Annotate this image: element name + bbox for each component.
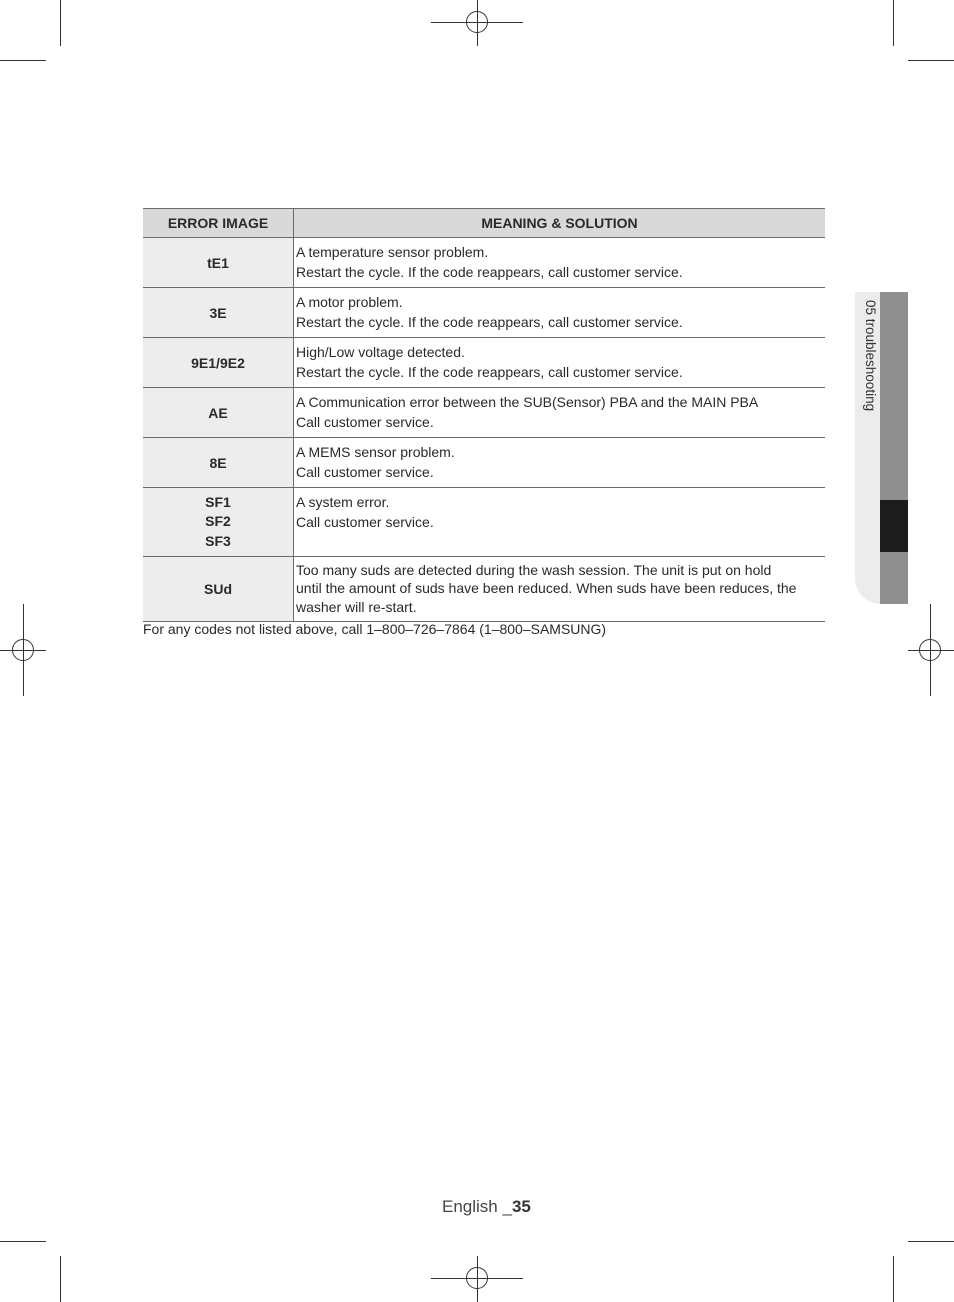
solution-text: Restart the cycle. If the code reappears, call customer service. — [296, 364, 683, 380]
meaning-cell — [294, 238, 826, 288]
error-code: SF2 — [205, 513, 231, 530]
registration-circle — [919, 639, 941, 661]
header-error-image: ERROR IMAGE — [143, 209, 294, 238]
error-code: AE — [208, 404, 228, 421]
table-row — [143, 288, 825, 338]
solution-text: Call customer service. — [296, 414, 434, 430]
error-code: tE1 — [207, 254, 229, 271]
crop-mark — [60, 1256, 61, 1302]
meaning-text: A temperature sensor problem. — [296, 244, 489, 260]
meaning-text: Too many suds are detected during the wash session. The unit is put on hold — [296, 562, 772, 578]
meaning-text: A MEMS sensor problem. — [296, 444, 455, 460]
page-footer — [442, 1197, 531, 1217]
meaning-cell — [294, 488, 826, 557]
solution-text: Call customer service. — [296, 514, 434, 530]
table-row — [143, 238, 825, 288]
crop-mark — [908, 1241, 954, 1242]
error-code: SF1 — [205, 493, 231, 510]
table-row — [143, 338, 825, 388]
table-row — [143, 438, 825, 488]
solution-text: Restart the cycle. If the code reappears, call customer service. — [296, 264, 683, 280]
meaning-cell — [294, 438, 826, 488]
solution-text: Restart the cycle. If the code reappears, call customer service. — [296, 314, 683, 330]
page-number: 35 — [511, 1197, 531, 1216]
solution-text: Call customer service. — [296, 464, 434, 480]
crop-mark — [0, 60, 46, 61]
registration-circle — [12, 639, 34, 661]
meaning-text: washer will re-start. — [296, 598, 417, 615]
error-code-table — [143, 208, 825, 622]
error-code-cell — [143, 388, 294, 438]
error-code-cell — [143, 338, 294, 388]
table-header-row — [143, 209, 825, 238]
header-meaning-solution: MEANING & SOLUTION — [294, 209, 826, 238]
meaning-cell — [294, 557, 826, 622]
table-row — [143, 388, 825, 438]
error-code-cell — [143, 288, 294, 338]
meaning-cell — [294, 288, 826, 338]
error-code: 3E — [209, 304, 227, 321]
error-code: 9E1/9E2 — [191, 354, 245, 371]
table-row — [143, 488, 825, 557]
chapter-label: 05 troubleshooting — [863, 300, 878, 412]
error-code-cell — [143, 557, 294, 622]
chapter-side-tab — [855, 292, 908, 604]
footnote: For any codes not listed above, call 1–800–726–7864 (1–800–SAMSUNG) — [143, 621, 607, 637]
meaning-text: High/Low voltage detected. — [296, 344, 465, 360]
meaning-text: A system error. — [296, 494, 390, 510]
footer-language: English _ — [442, 1197, 512, 1216]
registration-circle — [466, 11, 488, 33]
crop-mark — [893, 1256, 894, 1302]
crop-mark — [893, 0, 894, 46]
meaning-text: until the amount of suds have been reduced. When suds have been reduces, the — [296, 580, 797, 597]
error-code: SF3 — [205, 532, 231, 549]
meaning-cell — [294, 338, 826, 388]
meaning-cell — [294, 388, 826, 438]
crop-mark — [0, 1241, 46, 1242]
table-row — [143, 557, 825, 622]
registration-circle — [466, 1267, 488, 1289]
error-code: 8E — [209, 454, 227, 471]
meaning-text: A motor problem. — [296, 294, 403, 310]
error-code-cell — [143, 488, 294, 557]
side-tab-marker — [880, 500, 908, 552]
error-code: SUd — [204, 580, 232, 597]
side-tab-bar — [880, 292, 908, 604]
crop-mark — [908, 60, 954, 61]
error-code-cell — [143, 438, 294, 488]
error-code-cell — [143, 238, 294, 288]
meaning-text: A Communication error between the SUB(Sensor) PBA and the MAIN PBA — [296, 394, 759, 410]
crop-mark — [60, 0, 61, 46]
